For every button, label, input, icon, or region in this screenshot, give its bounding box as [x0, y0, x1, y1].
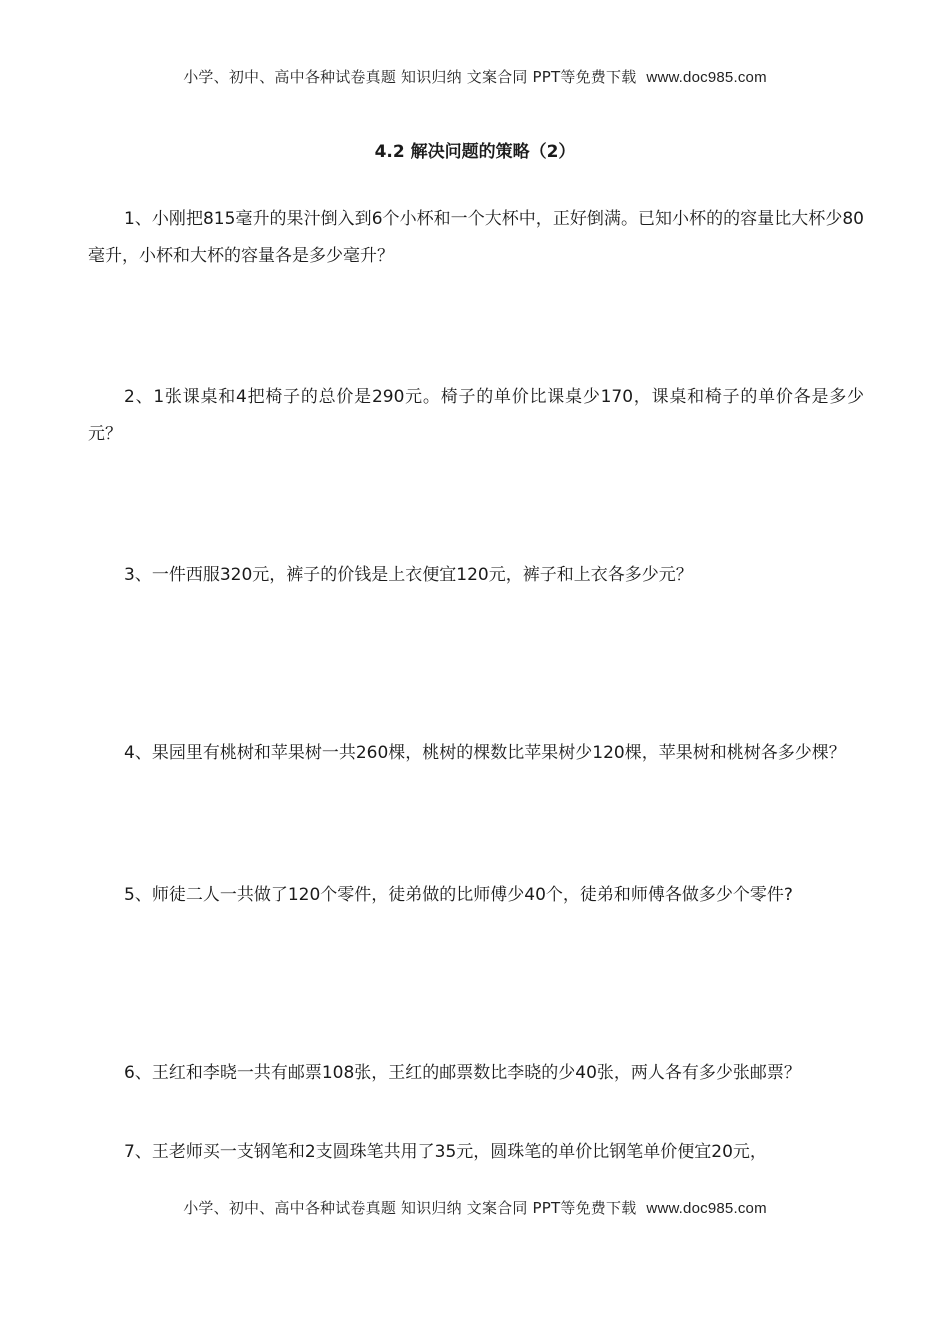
header-url[interactable]: www.doc985.com — [646, 69, 767, 86]
footer-url[interactable]: www.doc985.com — [646, 1200, 767, 1217]
header-text: 小学、初中、高中各种试卷真题 知识归纳 文案合同 PPT等免费下载 — [183, 68, 637, 86]
footer-text: 小学、初中、高中各种试卷真题 知识归纳 文案合同 PPT等免费下载 — [183, 1199, 637, 1217]
question-4: 4、果园里有桃树和苹果树一共260棵，桃树的棵数比苹果树少120棵，苹果树和桃树各多少棵？ — [124, 743, 846, 763]
question-2: 2、1张课桌和4把椅子的总价是290元。椅子的单价比课桌少170，课桌和椅子的单价各是多少元？ — [88, 387, 864, 444]
page-header — [0, 66, 950, 87]
question-6: 6、王红和李晓一共有邮票108张，王红的邮票数比李晓的少40张，两人各有多少张邮票？ — [124, 1063, 801, 1083]
worksheet-title: 4.2 解决问题的策略（2） — [374, 142, 576, 162]
page-footer — [0, 1197, 950, 1218]
question-7: 7、王老师买一支钢笔和2支圆珠笔共用了35元，圆珠笔的单价比钢笔单价便宜20元， — [124, 1142, 767, 1162]
question-3: 3、一件西服320元，裤子的价钱是上衣便宜120元，裤子和上衣各多少元？ — [124, 565, 693, 585]
question-1: 1、小刚把815毫升的果汁倒入到6个小杯和一个大杯中，正好倒满。已知小杯的的容量比大杯少80毫升，小杯和大杯的容量各是多少毫升？ — [88, 209, 864, 266]
question-5: 5、师徒二人一共做了120个零件，徒弟做的比师傅少40个，徒弟和师傅各做多少个零件? — [124, 885, 793, 905]
